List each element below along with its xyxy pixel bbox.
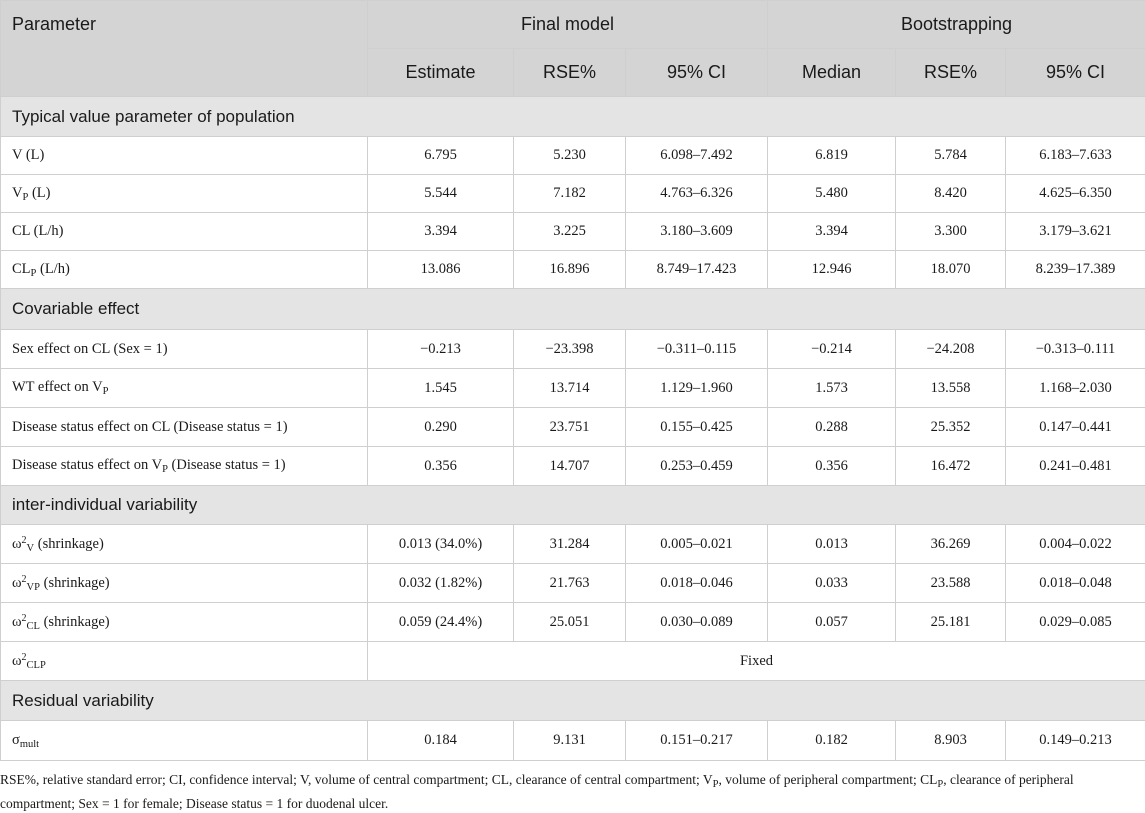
ci-cell: 0.151–0.217 <box>626 721 768 761</box>
estimate-cell: 0.059 (24.4%) <box>368 603 514 642</box>
table-row <box>1 175 1145 213</box>
param-cell <box>1 408 368 447</box>
estimate-cell: 0.032 (1.82%) <box>368 564 514 603</box>
rse-cell: 9.131 <box>514 721 626 761</box>
estimate-cell: 0.356 <box>368 447 514 486</box>
boot-rse-cell: 3.300 <box>896 213 1006 251</box>
param-superscript: 2 <box>22 613 27 624</box>
median-cell: 12.946 <box>768 251 896 289</box>
parameter-header: Parameter <box>1 1 368 97</box>
param-subscript: P <box>162 464 168 475</box>
param-subscript: CLP <box>27 660 46 671</box>
median-cell: 0.356 <box>768 447 896 486</box>
param-label: CL (L/h) <box>12 223 63 239</box>
boot-rse-cell: 18.070 <box>896 251 1006 289</box>
param-label: CL <box>12 261 31 277</box>
ci-header-final: 95% CI <box>626 49 768 97</box>
param-subscript: P <box>31 268 37 279</box>
section-typical-value: Typical value parameter of population <box>1 97 1145 137</box>
footnote-text: RSE%, relative standard error; CI, confidence interval; V, volume of central compartment; CL, clearance of central compartment; V <box>0 772 713 787</box>
estimate-cell: 6.795 <box>368 137 514 175</box>
boot-ci-cell: 0.018–0.048 <box>1006 564 1145 603</box>
estimate-cell: 5.544 <box>368 175 514 213</box>
median-cell: 5.480 <box>768 175 896 213</box>
param-superscript: 2 <box>22 535 27 546</box>
param-label: ω <box>12 575 22 591</box>
fixed-cell: Fixed <box>368 642 1145 681</box>
boot-ci-cell: 0.147–0.441 <box>1006 408 1145 447</box>
ci-header-bootstrap: 95% CI <box>1006 49 1145 97</box>
table-row <box>1 330 1145 369</box>
boot-ci-cell: 0.149–0.213 <box>1006 721 1145 761</box>
rse-cell: 3.225 <box>514 213 626 251</box>
section-covariable-effect: Covariable effect <box>1 289 1145 330</box>
param-cell <box>1 175 368 213</box>
estimate-cell: −0.213 <box>368 330 514 369</box>
footnote-subscript: P <box>713 779 719 790</box>
table-row <box>1 721 1145 761</box>
table-row <box>1 642 1145 681</box>
table-row <box>1 408 1145 447</box>
param-tail: (L) <box>28 185 50 201</box>
boot-ci-cell: 6.183–7.633 <box>1006 137 1145 175</box>
rse-header-bootstrap: RSE% <box>896 49 1006 97</box>
rse-cell: 5.230 <box>514 137 626 175</box>
median-cell: 6.819 <box>768 137 896 175</box>
boot-rse-cell: 8.903 <box>896 721 1006 761</box>
ci-cell: 1.129–1.960 <box>626 369 768 408</box>
boot-rse-cell: 5.784 <box>896 137 1006 175</box>
param-cell <box>1 330 368 369</box>
estimate-cell: 13.086 <box>368 251 514 289</box>
boot-rse-cell: 36.269 <box>896 525 1006 564</box>
param-label: V <box>12 185 22 201</box>
param-superscript: 2 <box>22 652 27 663</box>
median-cell: 0.057 <box>768 603 896 642</box>
rse-cell: 25.051 <box>514 603 626 642</box>
ci-cell: 0.030–0.089 <box>626 603 768 642</box>
table-row <box>1 603 1145 642</box>
ci-cell: 6.098–7.492 <box>626 137 768 175</box>
param-subscript: VP <box>27 582 40 593</box>
median-cell: 0.033 <box>768 564 896 603</box>
boot-ci-cell: 1.168–2.030 <box>1006 369 1145 408</box>
param-subscript: CL <box>27 621 40 632</box>
median-header: Median <box>768 49 896 97</box>
boot-ci-cell: −0.313–0.111 <box>1006 330 1145 369</box>
table-row <box>1 213 1145 251</box>
param-cell <box>1 251 368 289</box>
estimate-cell: 0.013 (34.0%) <box>368 525 514 564</box>
param-subscript: P <box>103 386 109 397</box>
median-cell: 1.573 <box>768 369 896 408</box>
median-cell: 0.013 <box>768 525 896 564</box>
estimate-header: Estimate <box>368 49 514 97</box>
boot-ci-cell: 3.179–3.621 <box>1006 213 1145 251</box>
param-label: ω <box>12 653 22 669</box>
param-cell <box>1 369 368 408</box>
table-row <box>1 564 1145 603</box>
param-label: ω <box>12 614 22 630</box>
rse-cell: 7.182 <box>514 175 626 213</box>
boot-rse-cell: 25.181 <box>896 603 1006 642</box>
estimate-cell: 0.184 <box>368 721 514 761</box>
param-label: ω <box>12 536 22 552</box>
rse-header-final: RSE% <box>514 49 626 97</box>
param-tail: (L/h) <box>36 261 69 277</box>
param-cell <box>1 721 368 761</box>
boot-rse-cell: 13.558 <box>896 369 1006 408</box>
boot-rse-cell: 16.472 <box>896 447 1006 486</box>
param-cell <box>1 603 368 642</box>
param-label: Sex effect on CL (Sex = 1) <box>12 341 168 357</box>
param-label: WT effect on V <box>12 379 103 395</box>
boot-rse-cell: 23.588 <box>896 564 1006 603</box>
param-cell <box>1 642 368 681</box>
table-row <box>1 137 1145 175</box>
estimate-cell: 1.545 <box>368 369 514 408</box>
boot-ci-cell: 0.241–0.481 <box>1006 447 1145 486</box>
median-cell: 0.288 <box>768 408 896 447</box>
param-cell <box>1 137 368 175</box>
boot-rse-cell: 8.420 <box>896 175 1006 213</box>
boot-rse-cell: 25.352 <box>896 408 1006 447</box>
rse-cell: 21.763 <box>514 564 626 603</box>
param-label: V (L) <box>12 147 44 163</box>
rse-cell: 31.284 <box>514 525 626 564</box>
ci-cell: 0.253–0.459 <box>626 447 768 486</box>
rse-cell: 23.751 <box>514 408 626 447</box>
boot-ci-cell: 0.004–0.022 <box>1006 525 1145 564</box>
median-cell: 0.182 <box>768 721 896 761</box>
estimate-cell: 0.290 <box>368 408 514 447</box>
param-cell <box>1 447 368 486</box>
ci-cell: −0.311–0.115 <box>626 330 768 369</box>
ci-cell: 0.155–0.425 <box>626 408 768 447</box>
bootstrapping-header: Bootstrapping <box>768 1 1145 49</box>
section-inter-individual-variability: inter-individual variability <box>1 486 1145 525</box>
section-residual-variability: Residual variability <box>1 681 1145 721</box>
rse-cell: 13.714 <box>514 369 626 408</box>
param-subscript: mult <box>20 739 39 750</box>
footnote-text: , clearance of peripheral compartment; Sex = 1 for female; Disease status = 1 for duodenal ulcer. <box>0 772 1074 811</box>
median-cell: 3.394 <box>768 213 896 251</box>
header-row-1 <box>1 1 1145 49</box>
param-tail: (shrinkage) <box>40 575 110 591</box>
param-label: Disease status effect on V <box>12 457 162 473</box>
param-cell <box>1 213 368 251</box>
param-label: Disease status effect on CL (Disease status = 1) <box>12 419 288 435</box>
param-tail: (shrinkage) <box>40 614 110 630</box>
ci-cell: 0.018–0.046 <box>626 564 768 603</box>
table-row <box>1 525 1145 564</box>
param-cell <box>1 564 368 603</box>
boot-rse-cell: −24.208 <box>896 330 1006 369</box>
footnote-text: , volume of peripheral compartment; CL <box>718 772 937 787</box>
rse-cell: 16.896 <box>514 251 626 289</box>
ci-cell: 4.763–6.326 <box>626 175 768 213</box>
rse-cell: 14.707 <box>514 447 626 486</box>
table-row <box>1 369 1145 408</box>
param-label: σ <box>12 732 20 748</box>
estimate-cell: 3.394 <box>368 213 514 251</box>
param-tail: (Disease status = 1) <box>168 457 286 473</box>
param-cell <box>1 525 368 564</box>
median-cell: −0.214 <box>768 330 896 369</box>
table-row <box>1 447 1145 486</box>
final-model-header: Final model <box>368 1 768 49</box>
ci-cell: 3.180–3.609 <box>626 213 768 251</box>
param-superscript: 2 <box>22 574 27 585</box>
param-subscript: V <box>27 543 35 554</box>
boot-ci-cell: 0.029–0.085 <box>1006 603 1145 642</box>
param-tail: (shrinkage) <box>34 536 104 552</box>
footnote-subscript: P <box>937 779 943 790</box>
rse-cell: −23.398 <box>514 330 626 369</box>
boot-ci-cell: 4.625–6.350 <box>1006 175 1145 213</box>
ci-cell: 0.005–0.021 <box>626 525 768 564</box>
ci-cell: 8.749–17.423 <box>626 251 768 289</box>
param-subscript: P <box>22 192 28 203</box>
boot-ci-cell: 8.239–17.389 <box>1006 251 1145 289</box>
table-row <box>1 251 1145 289</box>
